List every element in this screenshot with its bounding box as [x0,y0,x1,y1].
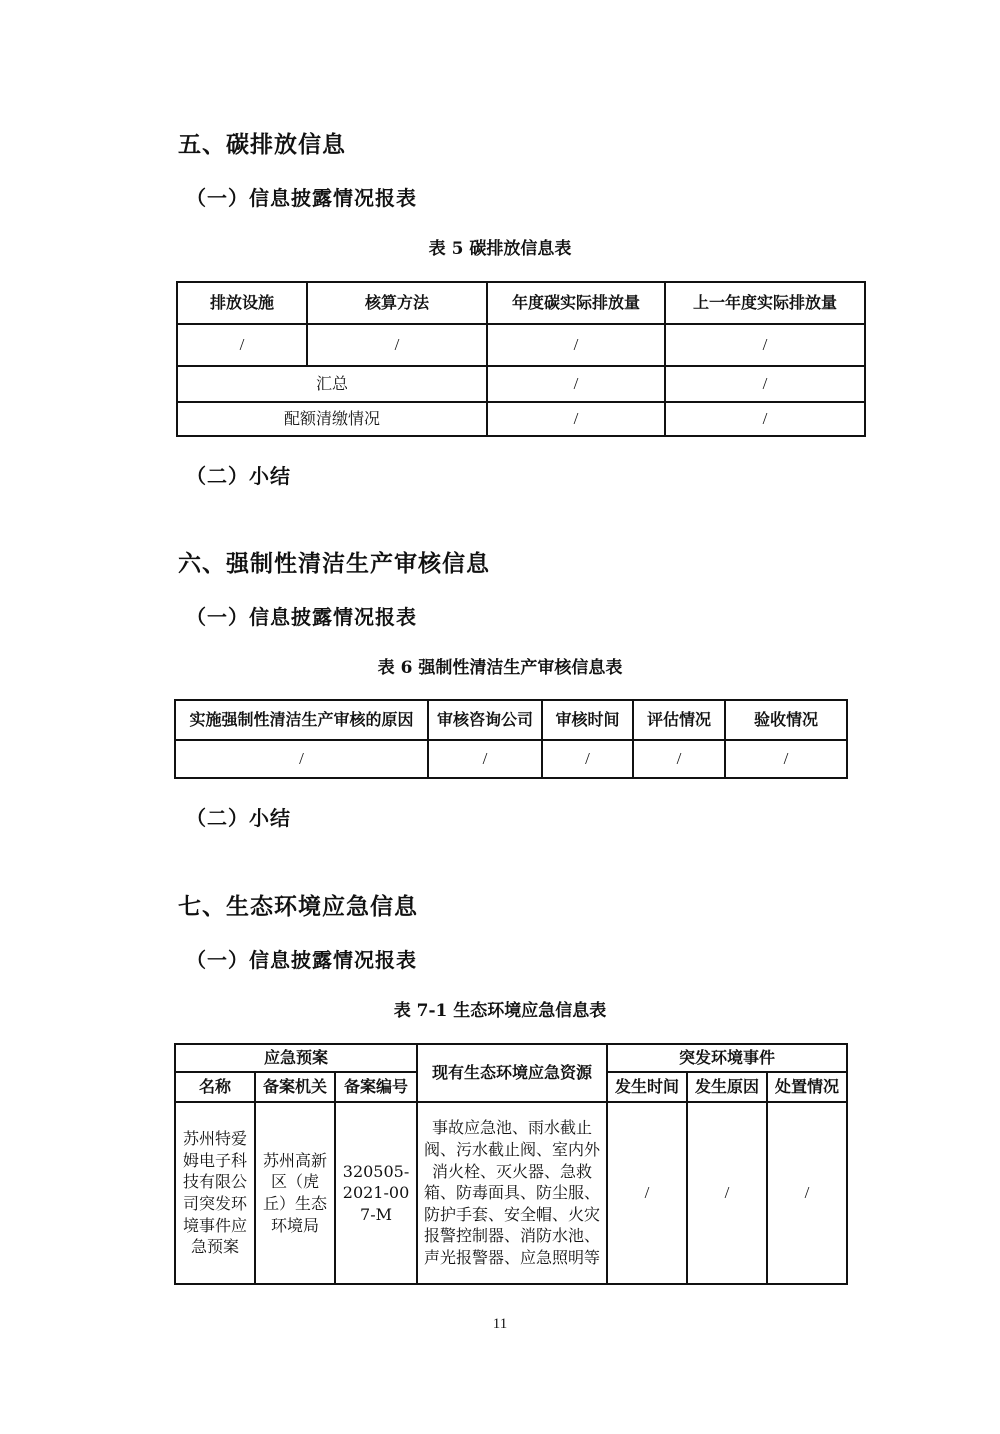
section-5-heading: 五、碳排放信息 [178,131,346,158]
table-6-header: 审核咨询公司 [428,700,542,740]
table-5-quota-label: 配额清缴情况 [177,402,487,436]
section-6-sub2: （二）小结 [186,806,291,830]
table-5-cell: / [665,366,865,402]
table-5 [176,281,866,437]
section-7-sub1: （一）信息披露情况报表 [186,948,417,972]
section-7-heading: 七、生态环境应急信息 [178,893,418,920]
table-7-cell: / [687,1102,767,1284]
table-5-total-label: 汇总 [177,366,487,402]
section-5-sub1: （一）信息披露情况报表 [186,186,417,210]
table-5-header: 上一年度实际排放量 [665,282,865,324]
table-7-subheader: 备案编号 [335,1072,417,1102]
table-5-cell: / [177,324,307,366]
table-6-cell: / [542,740,633,778]
table-5-cell: / [665,324,865,366]
table-7 [174,1043,848,1285]
table-7-group-events: 突发环境事件 [607,1044,847,1072]
table-5-cell: / [487,402,665,436]
page-number: 11 [492,1316,508,1332]
table-5-cell: / [487,366,665,402]
table-6-header: 评估情况 [633,700,725,740]
table-6-cell: / [725,740,847,778]
table-7-caption: 表 7-1 生态环境应急信息表 [393,1001,607,1021]
table-7-group-plan: 应急预案 [175,1044,417,1072]
table-7-subheader: 名称 [175,1072,255,1102]
section-6-heading: 六、强制性清洁生产审核信息 [178,550,490,577]
table-5-header: 排放设施 [177,282,307,324]
table-7-subheader: 发生原因 [687,1072,767,1102]
table-7-cell: / [607,1102,687,1284]
table-6 [174,699,848,779]
table-5-cell: / [665,402,865,436]
table-5-caption: 表 5 碳排放信息表 [428,239,572,259]
table-5-header: 年度碳实际排放量 [487,282,665,324]
table-7-agency: 苏州高新区（虎丘）生态环境局 [255,1102,335,1284]
table-6-header: 验收情况 [725,700,847,740]
table-7-subheader: 处置情况 [767,1072,847,1102]
section-5-sub2: （二）小结 [186,464,291,488]
table-6-header: 实施强制性清洁生产审核的原因 [175,700,428,740]
table-7-code: 320505-2021-007-M [335,1102,417,1284]
table-7-plan-name: 苏州特爱姆电子科技有限公司突发环境事件应急预案 [175,1102,255,1284]
table-7-cell: / [767,1102,847,1284]
table-7-subheader: 备案机关 [255,1072,335,1102]
table-6-caption: 表 6 强制性清洁生产审核信息表 [377,658,623,678]
table-6-cell: / [633,740,725,778]
table-6-cell: / [175,740,428,778]
table-6-cell: / [428,740,542,778]
table-7-group-resources: 现有生态环境应急资源 [417,1044,607,1102]
table-5-cell: / [487,324,665,366]
table-6-header: 审核时间 [542,700,633,740]
section-6-sub1: （一）信息披露情况报表 [186,605,417,629]
table-5-cell: / [307,324,487,366]
table-7-resources: 事故应急池、雨水截止阀、污水截止阀、室内外消火栓、灭火器、急救箱、防毒面具、防尘服、防护手套、安全帽、火灾报警控制器、消防水池、声光报警器、应急照明等 [417,1102,607,1284]
table-5-header: 核算方法 [307,282,487,324]
table-7-subheader: 发生时间 [607,1072,687,1102]
